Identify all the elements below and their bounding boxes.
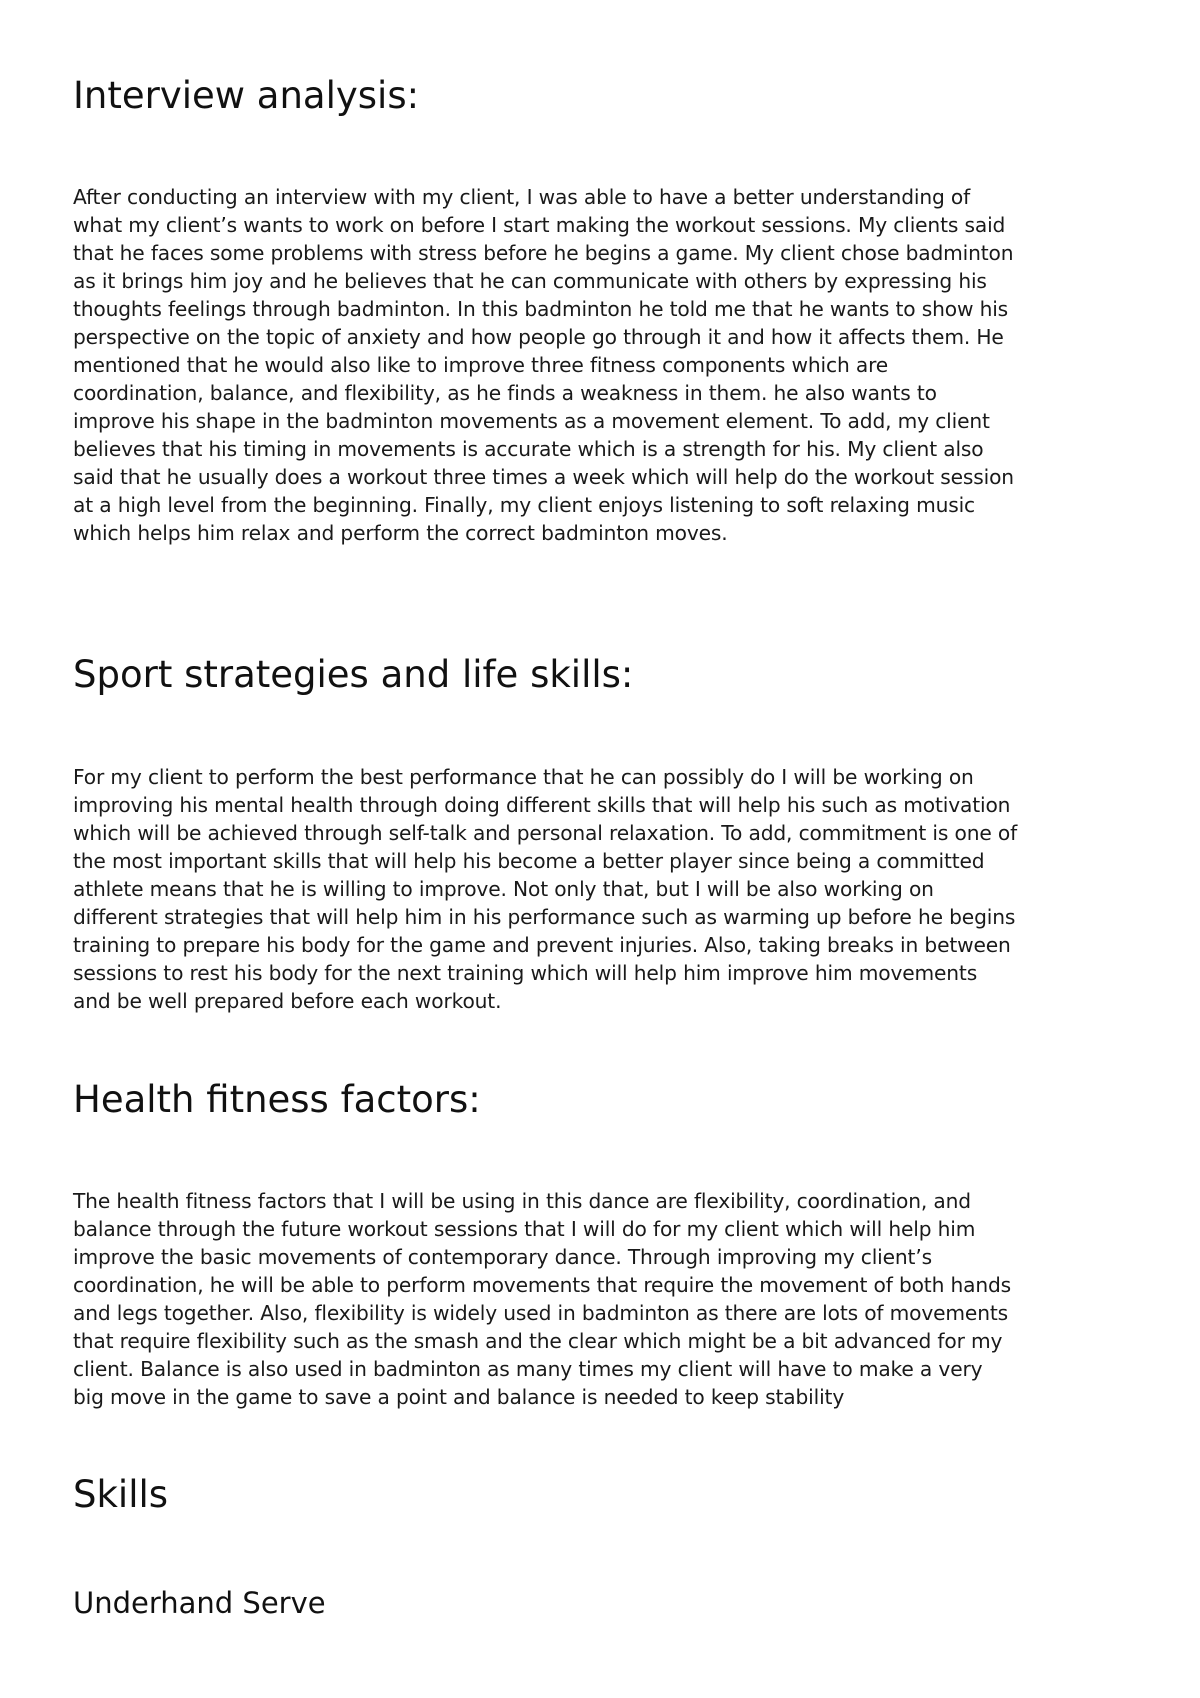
sport-strategies-paragraph bbox=[73, 763, 1153, 1015]
paragraph-line: coordination, balance, and flexibility, as he finds a weakness in them. he also wants to bbox=[73, 381, 937, 405]
paragraph-line: balance through the future workout sessions that I will do for my client which will help him bbox=[73, 1217, 976, 1241]
paragraph-line: big move in the game to save a point and balance is needed to keep stability bbox=[73, 1385, 845, 1409]
paragraph-line: and be well prepared before each workout. bbox=[73, 989, 502, 1013]
paragraph-line: different strategies that will help him in his performance such as warming up before he begins bbox=[73, 905, 1016, 929]
paragraph-line: client. Balance is also used in badminton as many times my client will have to make a very bbox=[73, 1357, 983, 1381]
paragraph-line: improve the basic movements of contemporary dance. Through improving my client’s bbox=[73, 1245, 932, 1269]
paragraph-line: mentioned that he would also like to improve three fitness components which are bbox=[73, 353, 889, 377]
paragraph-line: which helps him relax and perform the correct badminton moves. bbox=[73, 521, 728, 545]
paragraph-line: the most important skills that will help his become a better player since being a committed bbox=[73, 849, 985, 873]
paragraph-line: sessions to rest his body for the next training which will help him improve him movements bbox=[73, 961, 978, 985]
paragraph-line: athlete means that he is willing to improve. Not only that, but I will be also working on bbox=[73, 877, 934, 901]
paragraph-line: and legs together. Also, flexibility is widely used in badminton as there are lots of movements bbox=[73, 1301, 1008, 1325]
paragraph-line: that require flexibility such as the smash and the clear which might be a bit advanced for my bbox=[73, 1329, 1003, 1353]
paragraph-line: improving his mental health through doing different skills that will help his such as motivation bbox=[73, 793, 1011, 817]
paragraph-line: believes that his timing in movements is accurate which is a strength for his. My client also bbox=[73, 437, 984, 461]
skills-heading: Skills bbox=[73, 1473, 169, 1516]
sport-strategies-heading: Sport strategies and life skills: bbox=[73, 653, 634, 696]
paragraph-line: at a high level from the beginning. Finally, my client enjoys listening to soft relaxing music bbox=[73, 493, 976, 517]
interview-analysis-paragraph bbox=[73, 183, 1153, 547]
underhand-serve-subheading: Underhand Serve bbox=[73, 1586, 326, 1620]
paragraph-line: which will be achieved through self-talk and personal relaxation. To add, commitment is one of bbox=[73, 821, 1018, 845]
paragraph-line: thoughts feelings through badminton. In this badminton he told me that he wants to show his bbox=[73, 297, 1009, 321]
paragraph-line: For my client to perform the best performance that he can possibly do I will be working on bbox=[73, 765, 974, 789]
paragraph-line: coordination, he will be able to perform movements that require the movement of both hands bbox=[73, 1273, 1012, 1297]
health-fitness-factors-heading: Health fitness factors: bbox=[73, 1078, 481, 1121]
paragraph-line: that he faces some problems with stress before he begins a game. My client chose badminton bbox=[73, 241, 1014, 265]
paragraph-line: training to prepare his body for the game and prevent injuries. Also, taking breaks in between bbox=[73, 933, 1011, 957]
paragraph-line: improve his shape in the badminton movements as a movement element. To add, my client bbox=[73, 409, 990, 433]
interview-analysis-heading: Interview analysis: bbox=[73, 74, 420, 117]
paragraph-line: perspective on the topic of anxiety and how people go through it and how it affects them. He bbox=[73, 325, 1004, 349]
paragraph-line: as it brings him joy and he believes that he can communicate with others by expressing his bbox=[73, 269, 987, 293]
health-fitness-factors-paragraph bbox=[73, 1187, 1153, 1411]
paragraph-line: what my client’s wants to work on before I start making the workout sessions. My clients said bbox=[73, 213, 1006, 237]
paragraph-line: After conducting an interview with my client, I was able to have a better understanding of bbox=[73, 185, 971, 209]
paragraph-line: The health fitness factors that I will be using in this dance are flexibility, coordination, and bbox=[73, 1189, 971, 1213]
paragraph-line: said that he usually does a workout three times a week which will help do the workout session bbox=[73, 465, 1014, 489]
